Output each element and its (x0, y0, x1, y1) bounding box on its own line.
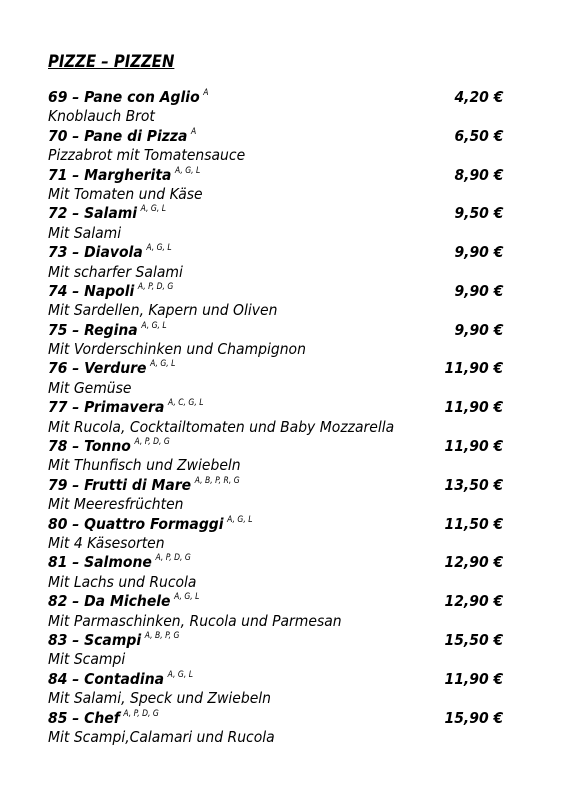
menu-item-price: 11,90 € (444, 669, 503, 688)
menu-item-title-row (48, 670, 503, 689)
menu-item-description-row (48, 689, 503, 708)
menu-item-price: 15,50 € (444, 630, 503, 649)
menu-list (48, 88, 503, 747)
menu-item-description-row (48, 418, 503, 437)
menu-item-description-row (48, 456, 503, 475)
menu-item-title: 73 – Diavola (48, 243, 143, 262)
menu-item (48, 204, 503, 243)
allergen-codes: A, C, G, L (167, 398, 204, 409)
allergen-codes: A, G, L (227, 514, 253, 525)
menu-item-description: Mit Thunfisch und Zwiebeln (48, 456, 241, 475)
menu-item-description-row (48, 379, 503, 398)
menu-item-price: 11,90 € (444, 359, 503, 378)
menu-item-title: 82 – Da Michele (48, 592, 171, 611)
menu-item-title-row (48, 243, 503, 262)
allergen-codes: A, P, D, G (123, 708, 159, 719)
menu-item-title: 70 – Pane di Pizza (48, 126, 188, 145)
menu-item-description: Mit Lachs und Rucola (48, 572, 197, 591)
menu-item-title: 69 – Pane con Aglio (48, 88, 200, 106)
menu-item (48, 243, 503, 282)
menu-item-title-row (48, 553, 503, 572)
allergen-codes: A (203, 88, 209, 98)
menu-item-description: Mit Sardellen, Kapern und Oliven (48, 301, 278, 320)
menu-page (48, 52, 503, 747)
menu-item-heading (48, 321, 167, 340)
menu-item-title-row (48, 709, 503, 728)
menu-item-title-row (48, 398, 503, 417)
menu-item (48, 631, 503, 670)
menu-item-heading (48, 709, 159, 728)
menu-item-description-row (48, 534, 503, 553)
menu-item-description-row (48, 650, 503, 669)
menu-item (48, 515, 503, 554)
menu-item-description: Mit 4 Käsesorten (48, 533, 165, 552)
menu-item-price: 9,50 € (454, 204, 503, 223)
menu-item-heading (48, 437, 170, 456)
menu-item-price: 9,90 € (454, 320, 503, 339)
menu-item-description: Mit scharfer Salami (48, 262, 183, 281)
menu-item (48, 592, 503, 631)
menu-item (48, 282, 503, 321)
menu-item-description-row (48, 340, 503, 359)
menu-item-description: Mit Salami (48, 223, 122, 242)
menu-item-title: 79 – Frutti di Mare (48, 475, 192, 494)
menu-item-description: Mit Vorderschinken und Champignon (48, 340, 306, 359)
allergen-codes: A, G, L (146, 243, 172, 254)
allergen-codes: A, B, P, G (144, 630, 180, 641)
menu-item-price: 11,90 € (444, 437, 503, 456)
allergen-codes: A, P, D, G (134, 437, 170, 448)
allergen-codes: A, G, L (174, 592, 200, 603)
menu-item (48, 709, 503, 748)
menu-item-price: 11,90 € (444, 398, 503, 417)
menu-item-heading (48, 592, 199, 611)
menu-item-title-row (48, 592, 503, 611)
menu-item-description: Mit Meeresfrüchten (48, 495, 184, 514)
menu-item-title: 76 – Verdure (48, 359, 147, 378)
menu-item-title: 80 – Quattro Formaggi (48, 514, 224, 533)
allergen-codes: A, P, D, G (155, 553, 191, 564)
section-heading: PIZZE – PIZZEN (48, 52, 175, 71)
menu-item-title: 85 – Chef (48, 708, 120, 727)
menu-item-title: 74 – Napoli (48, 281, 135, 300)
menu-item-description-row (48, 495, 503, 514)
menu-item (48, 166, 503, 205)
menu-item-heading (48, 398, 203, 417)
allergen-codes: A, G, L (140, 204, 166, 215)
menu-item-description-row (48, 612, 503, 631)
allergen-codes: A, B, P, R, G (194, 475, 240, 486)
menu-item-price: 12,90 € (444, 592, 503, 611)
menu-item-description: Mit Rucola, Cocktailtomaten und Baby Mozzarella (48, 417, 395, 436)
menu-item-title-row (48, 631, 503, 650)
allergen-codes: A, G, L (174, 165, 201, 176)
menu-item-price: 13,50 € (444, 475, 503, 494)
menu-item-description: Mit Scampi (48, 650, 126, 669)
menu-item-heading (48, 243, 172, 262)
menu-item (48, 88, 503, 127)
menu-item-heading (48, 553, 191, 572)
menu-item (48, 321, 503, 360)
menu-item-heading (48, 670, 193, 689)
menu-item-title: 75 – Regina (48, 320, 138, 339)
menu-item-description-row (48, 728, 503, 747)
menu-item-title: 81 – Salmone (48, 553, 152, 572)
menu-item-description-row (48, 224, 503, 243)
menu-item-title: 84 – Contadina (48, 669, 165, 688)
menu-item-price: 12,90 € (444, 553, 503, 572)
menu-item (48, 359, 503, 398)
menu-item-title: 77 – Primavera (48, 398, 165, 417)
menu-item-title: 83 – Scampi (48, 630, 142, 649)
menu-item-heading (48, 166, 200, 185)
menu-item-price: 11,50 € (444, 514, 503, 533)
menu-item-title-row (48, 515, 503, 534)
menu-item-heading (48, 515, 252, 534)
menu-item-heading (48, 88, 209, 107)
menu-item-price: 4,20 € (454, 88, 503, 106)
menu-item-description: Pizzabrot mit Tomatensauce (48, 146, 246, 165)
menu-item-description-row (48, 573, 503, 592)
allergen-codes: A (190, 126, 197, 137)
menu-item-price: 6,50 € (454, 126, 503, 145)
menu-item-description-row (48, 107, 503, 126)
menu-item-price: 9,90 € (454, 243, 503, 262)
menu-item-description-row (48, 146, 503, 165)
menu-item (48, 670, 503, 709)
menu-item-description: Mit Tomaten und Käse (48, 184, 203, 203)
allergen-codes: A, P, D, G (137, 281, 174, 292)
menu-item-heading (48, 282, 173, 301)
menu-item (48, 553, 503, 592)
menu-item-heading (48, 359, 175, 378)
menu-item-price: 15,90 € (444, 708, 503, 727)
menu-item-title-row (48, 166, 503, 185)
menu-item-title-row (48, 204, 503, 223)
menu-item-title: 71 – Margherita (48, 165, 172, 184)
menu-item-description: Mit Salami, Speck und Zwiebeln (48, 689, 272, 708)
allergen-codes: A, G, L (167, 669, 193, 680)
menu-item (48, 476, 503, 515)
allergen-codes: A, G, L (141, 320, 167, 331)
menu-item-title-row (48, 88, 503, 107)
allergen-codes: A, G, L (150, 359, 176, 370)
menu-item-price: 9,90 € (454, 281, 503, 300)
menu-item-description: Mit Parmaschinken, Rucola und Parmesan (48, 611, 342, 630)
menu-item-description: Mit Gemüse (48, 378, 132, 397)
menu-item-heading (48, 631, 179, 650)
menu-item (48, 127, 503, 166)
menu-item-heading (48, 127, 196, 146)
menu-item-description-row (48, 263, 503, 282)
menu-item-title-row (48, 127, 503, 146)
menu-item (48, 398, 503, 437)
menu-item-heading (48, 476, 240, 495)
menu-item-description-row (48, 301, 503, 320)
menu-item-heading (48, 204, 166, 223)
menu-item-title-row (48, 437, 503, 456)
menu-item-price: 8,90 € (454, 165, 503, 184)
menu-item-title-row (48, 282, 503, 301)
menu-item-title: 72 – Salami (48, 204, 138, 223)
menu-item-title-row (48, 321, 503, 340)
menu-item-description-row (48, 185, 503, 204)
menu-item-description: Mit Scampi,Calamari und Rucola (48, 727, 275, 746)
menu-item-title: 78 – Tonno (48, 437, 131, 456)
menu-item-title-row (48, 476, 503, 495)
menu-item-description: Knoblauch Brot (48, 107, 155, 126)
menu-item (48, 437, 503, 476)
menu-item-title-row (48, 359, 503, 378)
